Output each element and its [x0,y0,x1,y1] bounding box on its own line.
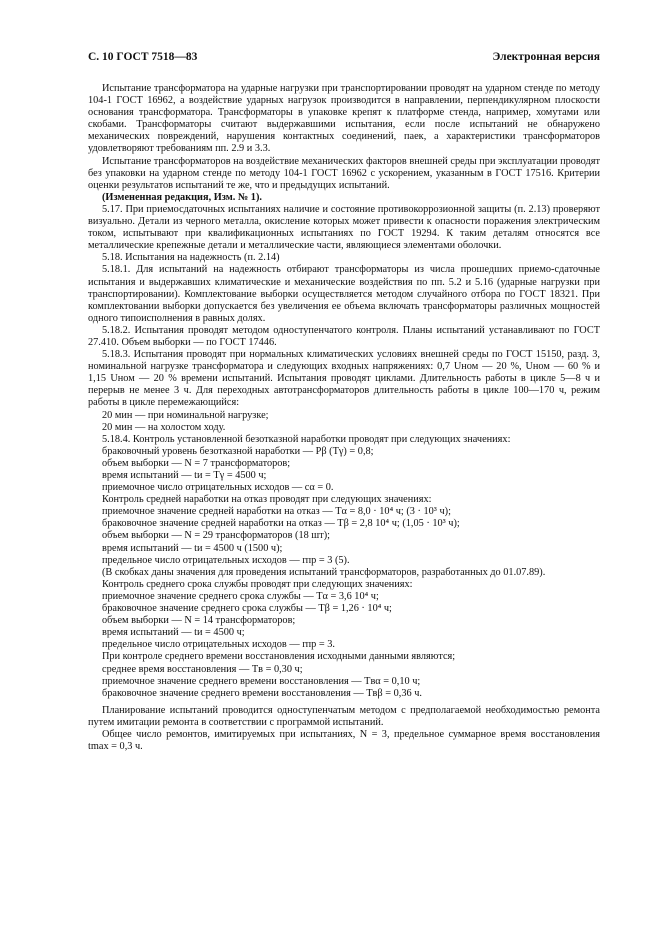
mtbf-line: предельное число отрицательных исходов — rпр = 3 (5). [102,554,350,566]
service-life-intro: Контроль среднего срока службы проводят при следующих значениях: [102,578,413,590]
paragraph-5-18: 5.18. Испытания на надежность (п. 2.14) [102,252,280,264]
paragraph-5-17: 5.17. При приемосдаточных испытаниях наличие и состояние противокоррозионной защиты (п. 2.13) проверяют визуально. Детали из черного металла, окисление которых может привести к опасности поражения электрическим током, испытывают при квалификационных испытаниях по ГОСТ 19294. К таким деталям относятся все металлические крепежные детали и металлические части, являющиеся элементами оболочки. [88,203,600,252]
page-number-and-standard: С. 10 ГОСТ 7518—83 [88,51,198,63]
service-life-line: приемочное значение среднего срока службы — Tα = 3,6 10⁴ ч; [102,590,379,602]
version-label: Электронная версия [492,51,600,63]
amendment-note: (Измененная редакция, Изм. № 1). [102,191,262,203]
service-life-line: браковочное значение среднего срока службы — Tβ = 1,26 · 10⁴ ч; [102,603,392,615]
service-life-line: браковочное значение среднего времени восстановления — Tвβ = 0,36 ч. [102,687,422,699]
document-body [88,83,600,753]
mtbf-line: объем выборки — N = 29 трансформаторов (18 шт); [102,530,331,542]
paragraph-planning: Планирование испытаний проводится одноступенчатым методом с предполагаемой необходимостью ремонта путем имитации ремонта в соответствии с программой испытаний. [88,704,600,728]
paragraph-shock-transport: Испытание трансформатора на ударные нагрузки при транспортировании проводят на ударном стенде по методу 104-1 ГОСТ 16962, а воздействие ударных нагрузок производится в направлении, перпендикулярном плоскости основания трансформатора. Трансформаторы в упаковке крепят к платформе стенда, например, хомутами или скобами. Трансформаторы считают выдержавшими испытания, если после испытаний не обнаружено механических повреждений, нарушения контактных соединений, паек, а характеристики трансформаторов удовлетворяют требованиям пп. 2.9 и 3.3. [88,83,600,155]
zero-failure-line: время испытаний — tи = Tγ = 4500 ч; [102,470,267,481]
mtbf-line: браковочное значение средней наработки на отказ — Tβ = 2,8 10⁴ ч; (1,05 · 10³ ч); [102,518,460,530]
mtbf-line: время испытаний — tи = 4500 ч (1500 ч); [102,542,283,554]
service-life-line: предельное число отрицательных исходов — rпр = 3. [102,639,335,651]
paragraph-shock-operation: Испытание трансформаторов на воздействие механических факторов внешней среды при эксплуатации проводят без упаковки на ударном стенде по методу 104-1 ГОСТ 16962 с ускорением, указанным в ГОСТ 17516. Критерии оценки результатов испытаний те же, что и предыдущих испытаний. [88,155,600,191]
page-header [88,51,600,67]
paragraph-5-18-1: 5.18.1. Для испытаний на надежность отбирают трансформаторы из числа прошедших приемо-сдаточные испытания и выдержавших климатические и механические воздействия по пп. 5.2 и 5.16 (ударные нагрузки при транспортировании). Комплектование выборки осуществляется методом случайного отбора по ГОСТ 18321. При комплектовании выборки допускается без увеличения ее объема включать трансформаторы различных мощностей одного типоисполнения в равных долях. [88,264,600,324]
cycle-line: 20 мин — на холостом ходу. [102,421,226,433]
zero-failure-line: объем выборки — N = 7 трансформаторов; [102,457,291,469]
service-life-line: приемочное значение среднего времени восстановления — Tвα = 0,10 ч; [102,675,421,687]
paragraph-repairs: Общее число ремонтов, имитируемых при испытаниях, N = 3, предельное суммарное время восстановления tmax = 0,3 ч. [88,728,600,753]
service-life-line: При контроле среднего времени восстановления исходными данными являются; [102,651,456,663]
mtbf-line: приемочное значение средней наработки на отказ — Tα = 8,0 · 10⁴ ч; (3 · 10³ ч); [102,506,451,518]
service-life-line: объем выборки — N = 14 трансформаторов; [102,615,296,627]
service-life-line: время испытаний — tи = 4500 ч; [102,627,245,639]
zero-failure-intro: 5.18.4. Контроль установленной безотказной наработки проводят при следующих значениях: [102,433,511,445]
service-life-line: среднее время восстановления — Tв = 0,30 ч; [102,663,303,675]
cycle-line: 20 мин — при номинальной нагрузке; [102,409,269,421]
mtbf-intro: Контроль средней наработки на отказ проводят при следующих значениях: [102,494,432,506]
zero-failure-line: приемочное число отрицательных исходов — cα = 0. [102,482,334,494]
mtbf-note: (В скобках даны значения для проведения испытаний трансформаторов, разработанных до 01.07.89). [102,566,546,578]
zero-failure-line: браковочный уровень безотказной наработки — Pβ (Tγ) = 0,8; [102,445,374,457]
paragraph-5-18-2: 5.18.2. Испытания проводят методом одноступенчатого контроля. Планы испытаний устанавливают по ГОСТ 27.410. Объем выборки — по ГОСТ 17446. [88,324,600,348]
paragraph-5-18-3: 5.18.3. Испытания проводят при нормальных климатических условиях внешней среды по ГОСТ 15150, разд. 3, номинальной нагрузке трансформатора и следующих входных напряжениях: 0,7 Uном — 20 %, Uном — 60 % и 1,15 Uном — 20 % времени испытаний. Испытания проводят циклами. Длительность работы в цикле 5—8 ч и перерыв не менее 3 ч. Для переходных автотрансформаторов длительность работы в цикле 100—170 ч, режим работы в цикле перемежающийся: [88,349,600,409]
